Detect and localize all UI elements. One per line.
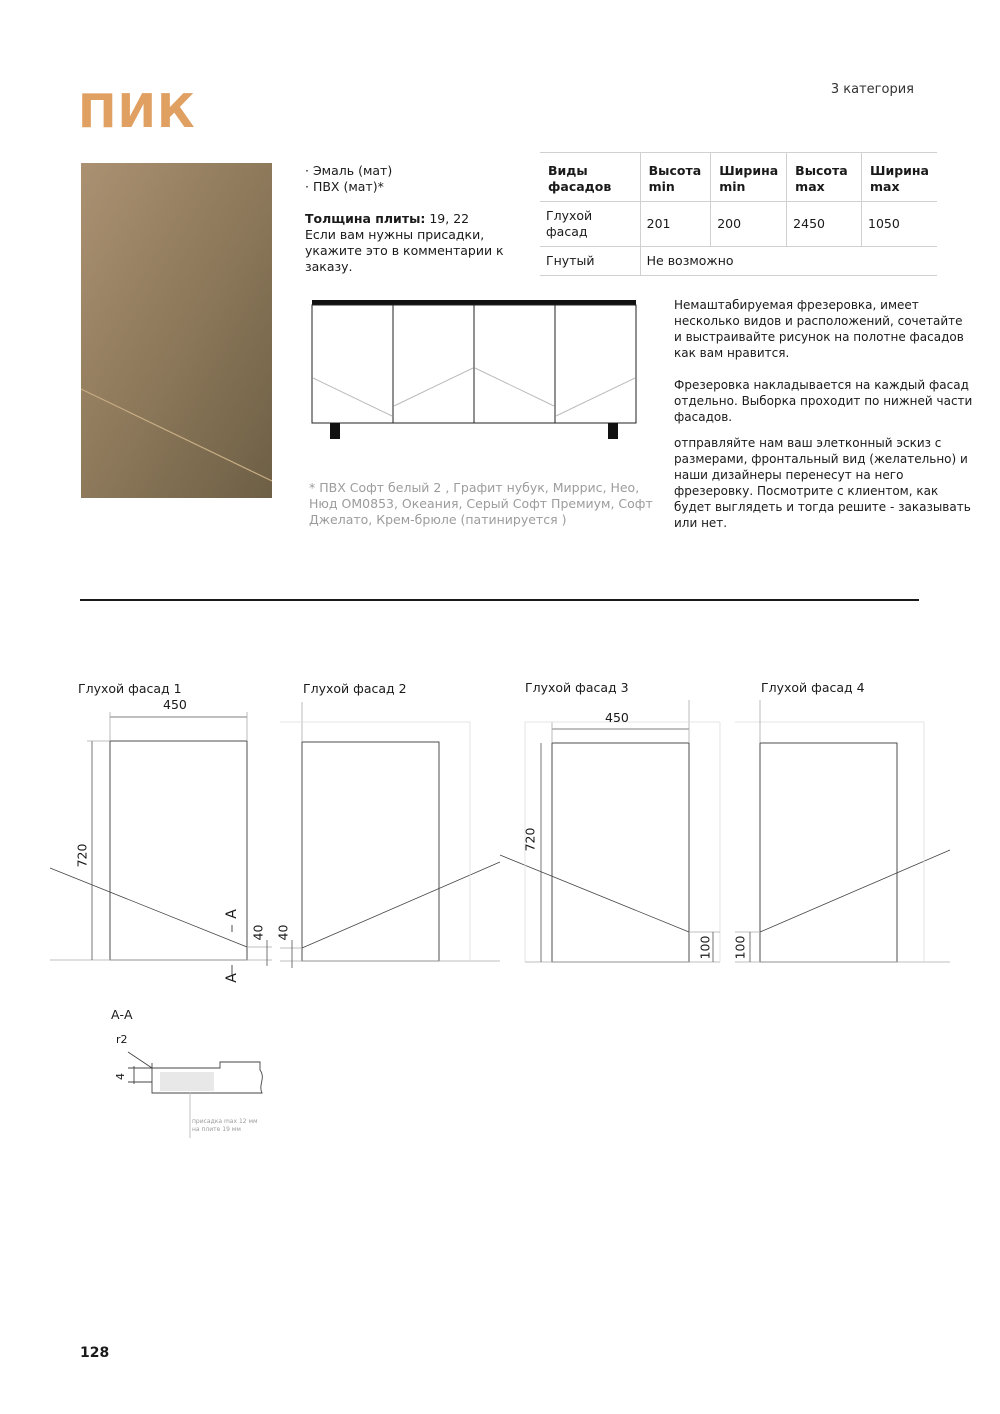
description-paragraph-1: Немаштабируемая фрезеровка, имеет несколько видов и расположений, сочетайте и выстраивайте рисунок на полотне фасадов как вам нравится. bbox=[674, 298, 964, 360]
facade3-label: Глухой фасад 3 bbox=[525, 680, 629, 695]
specs-table bbox=[540, 152, 937, 276]
pvc-colors-note: * ПВХ Софт белый 2 , Графит нубук, Миррис, Нео, Нюд ОМ0853, Океания, Серый Софт Премиум, Софт Джелато, Крем-брюле (патинируется ) bbox=[309, 480, 653, 527]
facade4-offset-dim: 100 bbox=[732, 935, 748, 960]
section-divider bbox=[80, 599, 919, 601]
facade3-height-dim: 720 bbox=[522, 827, 538, 852]
material-item-enamel: · Эмаль (мат) bbox=[305, 163, 393, 178]
page-number: 128 bbox=[80, 1345, 110, 1361]
facade1-height-dim: 720 bbox=[74, 843, 90, 868]
col-header: Высота min bbox=[640, 153, 711, 202]
table-cell: Гнутый bbox=[540, 247, 640, 276]
table-cell: 200 bbox=[711, 202, 787, 247]
table-cell: Глухой фасад bbox=[540, 202, 640, 247]
material-swatch bbox=[81, 163, 272, 498]
table-row bbox=[540, 247, 937, 276]
thickness-value: 19, 22 bbox=[425, 211, 470, 226]
col-header: Ширина min bbox=[711, 153, 787, 202]
facade1-width-dim: 450 bbox=[163, 697, 187, 712]
facade2-label: Глухой фасад 2 bbox=[303, 681, 407, 696]
section-mark-bottom: A bbox=[223, 973, 240, 983]
materials-list bbox=[305, 163, 392, 195]
col-header: Виды фасадов bbox=[540, 153, 640, 202]
section-mark-top: A bbox=[223, 909, 240, 919]
facade3-offset-dim: 100 bbox=[697, 935, 713, 960]
col-header: Ширина max bbox=[862, 153, 937, 202]
facade4-label: Глухой фасад 4 bbox=[761, 680, 865, 695]
facade1-label: Глухой фасад 1 bbox=[78, 681, 182, 696]
description-paragraph-2: Фрезеровка накладывается на каждый фасад отдельно. Выборка проходит по нижней части фасадов. bbox=[674, 378, 973, 424]
thickness-label: Толщина плиты: bbox=[305, 211, 426, 226]
thickness-block bbox=[305, 211, 505, 275]
table-row bbox=[540, 202, 937, 247]
section-label: А-А bbox=[111, 1007, 133, 1022]
table-cell: 2450 bbox=[787, 202, 862, 247]
cabinet-illustration bbox=[310, 298, 640, 447]
section-radius: r2 bbox=[116, 1033, 128, 1046]
material-item-pvc: · ПВХ (мат)* bbox=[305, 179, 384, 194]
table-cell: 201 bbox=[640, 202, 711, 247]
table-header-row bbox=[540, 153, 937, 202]
facade3-width-dim: 450 bbox=[605, 710, 629, 725]
thickness-note: Если вам нужны присадки, укажите это в комментарии к заказу. bbox=[305, 227, 504, 274]
facade1-offset-dim: 40 bbox=[250, 924, 266, 941]
section-depth: 4 bbox=[114, 1073, 127, 1080]
facade-drawings bbox=[0, 660, 1000, 1020]
facade2-offset-dim: 40 bbox=[275, 924, 291, 941]
section-note: присадка max 12 мм на плите 19 мм bbox=[192, 1118, 258, 1133]
description-paragraph-3: отправляйте нам ваш элетконный эскиз с размерами, фронтальный вид (желательно) и наши дизайнеры перенесут на него фрезеровку. Посмотрите с клиентом, как будет выглядеть и тогда решите - заказывать или нет. bbox=[674, 436, 971, 530]
page-title: ПИК bbox=[78, 84, 196, 138]
category-label: 3 категория bbox=[830, 82, 914, 97]
table-cell: Не возможно bbox=[640, 247, 937, 276]
col-header: Высота max bbox=[787, 153, 862, 202]
table-cell: 1050 bbox=[862, 202, 937, 247]
